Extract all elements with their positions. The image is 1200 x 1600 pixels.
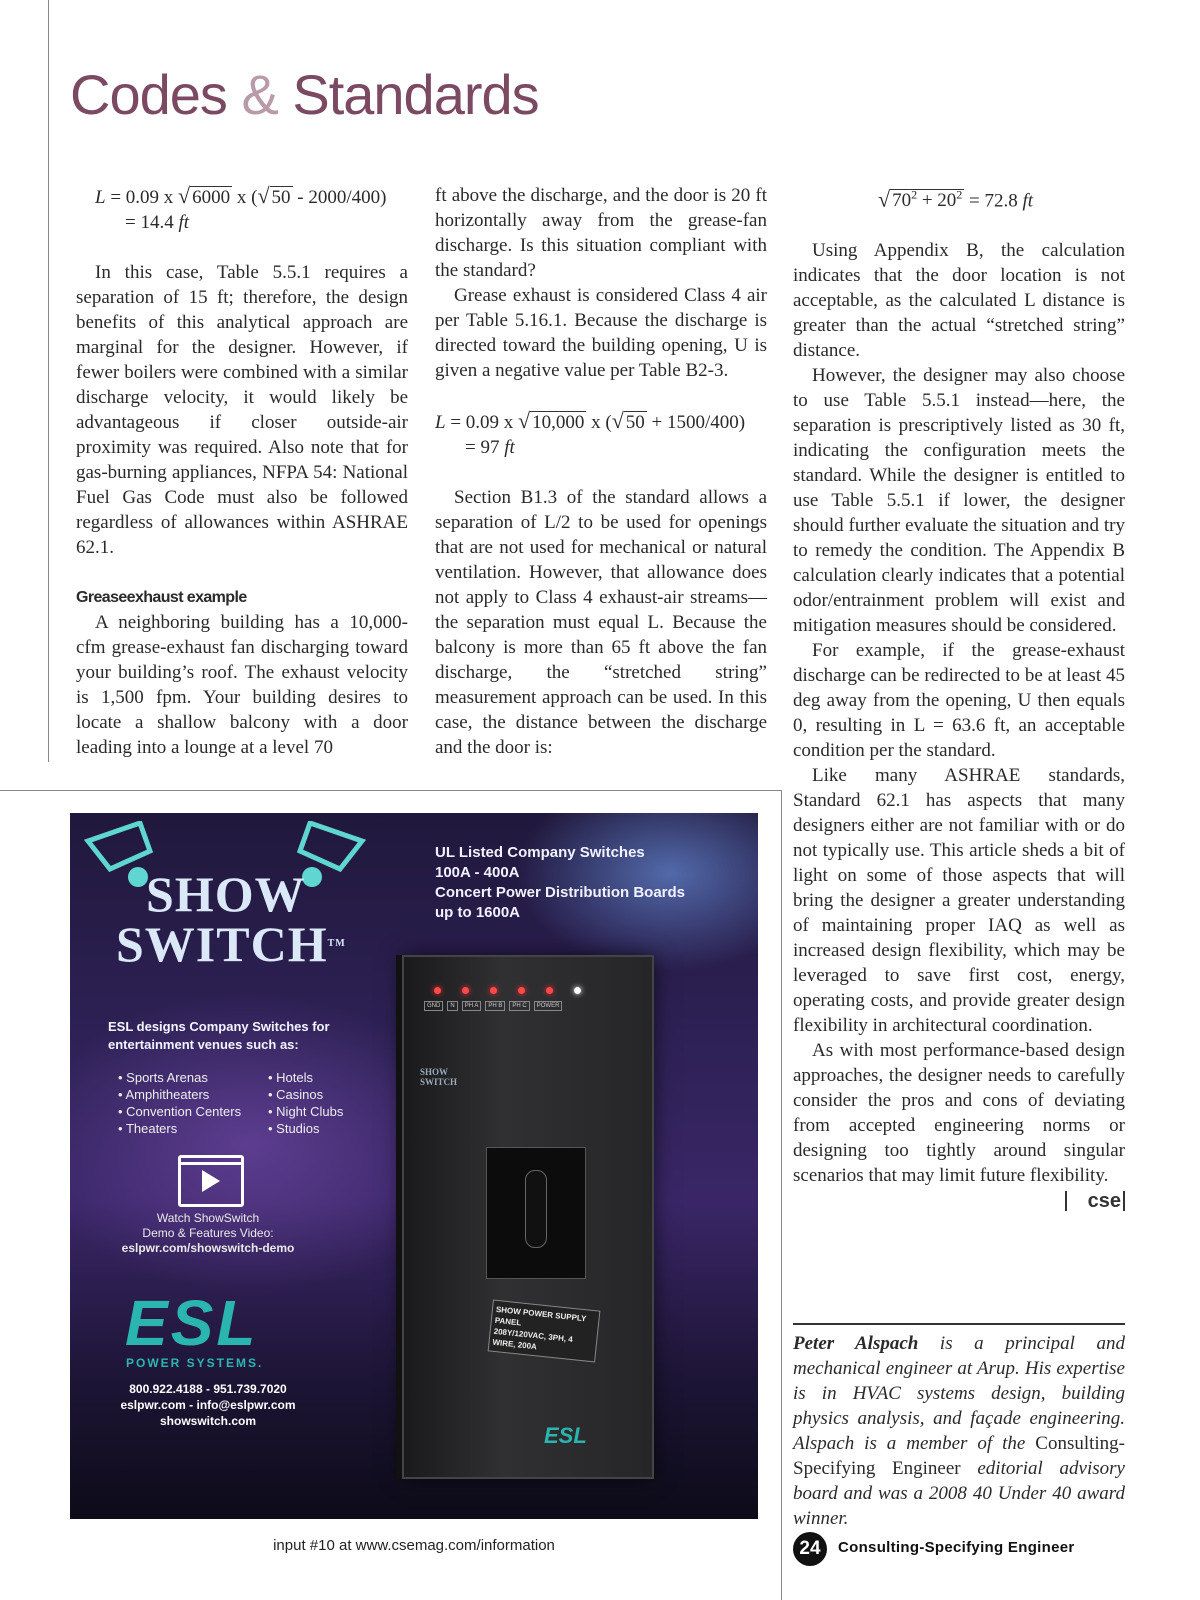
paragraph: ft above the discharge, and the door is 20 ft horizontally away from the grease-fan discharge. Is this situation compliant with the standard? <box>435 185 767 281</box>
venue-item: • Sports Arenas <box>118 1069 263 1086</box>
formula-exponent: 2 <box>956 188 963 202</box>
formula-text: x ( <box>586 412 612 433</box>
column-3 <box>793 183 1125 1211</box>
left-margin-rule <box>48 0 49 762</box>
formula-text: = 97 <box>465 437 505 458</box>
sqrt-symbol: √ 50 <box>611 408 645 433</box>
formula-unit: ft <box>1022 190 1034 212</box>
paragraph: Using Appendix B, the calculation indicates that the door location is not acceptable, as the calculated L distance is greater than the actual “stretched string” distance. <box>793 240 1125 362</box>
ad-reader-service-link[interactable]: input #10 at www.csemag.com/information <box>273 1537 555 1554</box>
formula-text: + <box>917 190 938 212</box>
formula-text: = 14.4 <box>125 212 179 233</box>
ad-right-rule <box>781 790 782 1600</box>
feature-line: up to 1600A <box>435 904 521 921</box>
venue-list-left <box>118 1069 263 1137</box>
paragraph: However, the designer may also choose to use Table 5.5.1 instead—here, the separation is prescriptively listed as 30 ft, indicating the configuration meets the standard. While the designer is entitled to use Table 5.5.1 if lower, the designer should further evaluate the situation and try to remedy the condition. The Appendix B calculation clearly indicates that a potential odor/entrainment problem will exist and mitigation measures should be considered. <box>793 365 1125 637</box>
radicand: 10,000 <box>532 412 585 433</box>
panel-brand <box>420 1067 457 1087</box>
paragraph: In this case, Table 5.5.1 requires a separation of 15 ft; therefore, the design benefits of this analytical approach are marginal for the designer. However, if fewer boilers were combined with a similar discharge velocity, it would likely be advantageous if closer outside-air proximity was required. Also note that for gas-burning appliances, NFPA 54: National Fuel Gas Code must also be followed regardless of allowances within ASHRAE 62.1. <box>76 262 408 558</box>
formula-base: 70 <box>892 190 912 212</box>
video-link[interactable]: eslpwr.com/showswitch-demo <box>121 1241 295 1255</box>
formula-3 <box>793 183 1125 213</box>
paragraph: A neighboring building has a 10,000-cfm grease-exhaust fan discharging toward your building’s roof. The exhaust velocity is 1,500 fpm. Your building desires to locate a shallow balcony with a door leading into a lounge at a level 70 <box>76 612 408 758</box>
venue-item: • Amphitheaters <box>118 1086 263 1103</box>
led-labels <box>424 1001 562 1011</box>
end-mark-logo: cse <box>1065 1191 1125 1211</box>
page-title <box>70 62 539 127</box>
author-bio <box>793 1323 1125 1531</box>
formula-2 <box>435 408 767 460</box>
panel-brand-line: SHOW <box>420 1067 449 1077</box>
advertisement[interactable] <box>70 813 758 1519</box>
venue-item: • Hotels <box>268 1069 388 1086</box>
column-2 <box>435 183 767 760</box>
ad-contact <box>108 1381 308 1429</box>
indicator-led <box>490 987 497 994</box>
paragraph: Section B1.3 of the standard allows a separation of L/2 to be used for openings that are not used for mechanical or natural ventilation. However, that allowance does not apply to Class 4 exhaust-air streams—the separation must equal L. Because the balcony is more than 65 ft above the fan discharge, the “stretched string” measurement approach can be used. In this case, the distance between the discharge and the door is: <box>435 487 767 758</box>
bio-publication: Consulting-Specifying Engineer <box>793 1433 1125 1479</box>
page-number: 24 <box>793 1532 827 1566</box>
formula-1-line-2 <box>95 210 408 235</box>
contact-website[interactable]: showswitch.com <box>159 1414 257 1428</box>
led-label: GND <box>424 1001 443 1011</box>
formula-2-line-2 <box>435 435 767 460</box>
logo-word: SWITCH <box>116 916 328 972</box>
ad-top-rule <box>0 790 782 791</box>
indicator-led <box>462 987 469 994</box>
esl-logo: ESL <box>125 1287 259 1359</box>
formula-exponent: 2 <box>911 188 918 202</box>
formula-var: L <box>435 412 446 433</box>
showswitch-logo <box>116 861 356 972</box>
radicand: 50 <box>625 412 645 433</box>
venue-item: • Studios <box>268 1120 388 1137</box>
feature-line: Concert Power Distribution Boards <box>435 884 686 901</box>
video-line: Watch ShowSwitch <box>156 1211 260 1225</box>
switch-handle-icon <box>525 1170 547 1248</box>
formula-1 <box>76 183 408 235</box>
indicator-led <box>434 987 441 994</box>
contact-phones: 800.922.4188 - 951.739.7020 <box>129 1382 287 1396</box>
formula-var: L <box>95 187 106 208</box>
formula-unit: ft <box>504 437 515 458</box>
led-label: PH A <box>462 1001 482 1011</box>
title-standards: Standards <box>277 63 539 126</box>
feature-line: 100A - 400A <box>435 864 520 881</box>
formula-text: + 1500/400) <box>646 412 746 433</box>
led-label: PH C <box>509 1001 529 1011</box>
paragraph: Like many ASHRAE standards, Standard 62.1 has aspects that many designers either are not familiar with or do not typically use. This article sheds a bit of light on some of those aspects that will bring the designer a greater understanding of maintaining proper IAQ as well as increased design flexibility, which may be leveraged to save first cost, energy, operating costs, and provide greater design flexibility in architectural coordination. <box>793 765 1125 1037</box>
video-play-icon[interactable] <box>178 1155 244 1207</box>
author-name: Peter Alspach <box>793 1333 919 1354</box>
power-panel-image <box>402 955 654 1479</box>
indicator-led <box>518 987 525 994</box>
formula-2-line-1 <box>435 408 767 435</box>
indicator-led <box>574 987 581 994</box>
formula-text: x ( <box>232 187 258 208</box>
logo-line-1: SHOW <box>146 866 306 922</box>
publication-name: Consulting-Specifying Engineer <box>838 1539 1075 1556</box>
panel-nameplate <box>488 1299 601 1362</box>
logo-line-2 <box>116 916 356 972</box>
paragraph: Grease exhaust is considered Class 4 air per Table 5.16.1. Because the discharge is directed toward the building opening, U is given a negative value per Table B2-3. <box>435 285 767 381</box>
sqrt-symbol: √ $70^2 + 20^2$ <box>878 186 963 212</box>
formula-text: = 0.09 x <box>445 412 519 433</box>
paragraph: For example, if the grease-exhaust discharge can be redirected to be at least 45 deg away from the opening, U then equals 0, resulting in L = 63.6 ft, an acceptable condition per the standard. <box>793 640 1125 762</box>
led-label: N <box>447 1001 457 1011</box>
esl-subtitle: POWER SYSTEMS. <box>126 1356 264 1370</box>
bio-text: is a principal and mechanical engineer at Arup. His expertise is in HVAC systems design, building physics analysis, and façade engineering. Alspach is a member of the <box>793 1333 1125 1454</box>
led-label: PH B <box>485 1001 505 1011</box>
venue-item: • Convention Centers <box>118 1103 263 1120</box>
section-heading: Greaseexhaust example <box>76 589 247 606</box>
panel-brand-line: SWITCH <box>420 1077 458 1087</box>
nameplate-line: 208Y/120VAC, 3PH, 4 WIRE, 200A <box>492 1326 574 1352</box>
nameplate-line: SHOW POWER SUPPLY PANEL <box>494 1304 587 1328</box>
title-ampersand: & <box>241 63 278 126</box>
radicand: 50 <box>271 187 291 208</box>
trademark: TM <box>327 938 346 949</box>
venue-item: • Casinos <box>268 1086 388 1103</box>
formula-text: = 0.09 x <box>105 187 179 208</box>
indicator-led <box>546 987 553 994</box>
formula-text: - 2000/400) <box>292 187 387 208</box>
radicand: 6000 <box>192 187 231 208</box>
bio-text: editorial advisory board and was a 2008 40 Under 40 award winner. <box>793 1458 1125 1529</box>
formula-unit: ft <box>178 212 190 233</box>
formula-base: 20 <box>937 190 957 212</box>
panel-switch-window <box>486 1147 586 1279</box>
paragraph-last <box>793 1038 1125 1213</box>
venue-list-right <box>268 1069 388 1137</box>
venue-item: • Night Clubs <box>268 1103 388 1120</box>
sqrt-symbol: √ 50 <box>257 183 291 208</box>
paragraph-text: As with most performance-based design approaches, the designer needs to carefully consider the pros and cons of deviating from accepted engineering norms or designing too tightly around singular scenarios that may limit future flexibility. <box>793 1040 1125 1187</box>
feature-line: UL Listed Company Switches <box>435 844 645 861</box>
sqrt-symbol: √ 10,000 <box>518 408 585 433</box>
ad-features <box>435 843 735 923</box>
venue-item: • Theaters <box>118 1120 263 1137</box>
led-label: POWER <box>534 1001 563 1011</box>
sqrt-symbol: √ 6000 <box>178 183 231 208</box>
formula-text: = 72.8 <box>964 190 1023 212</box>
radicand <box>890 189 964 211</box>
video-promo[interactable] <box>108 1211 308 1256</box>
video-line: Demo & Features Video: <box>142 1226 274 1240</box>
title-codes: Codes <box>70 63 242 126</box>
column-1 <box>76 183 408 760</box>
panel-esl-logo: ESL <box>544 1423 587 1448</box>
contact-emails: eslpwr.com - info@eslpwr.com <box>120 1398 296 1412</box>
ad-intro: ESL designs Company Switches for entertainment venues such as: <box>108 1019 330 1052</box>
formula-1-line-1 <box>95 183 408 210</box>
